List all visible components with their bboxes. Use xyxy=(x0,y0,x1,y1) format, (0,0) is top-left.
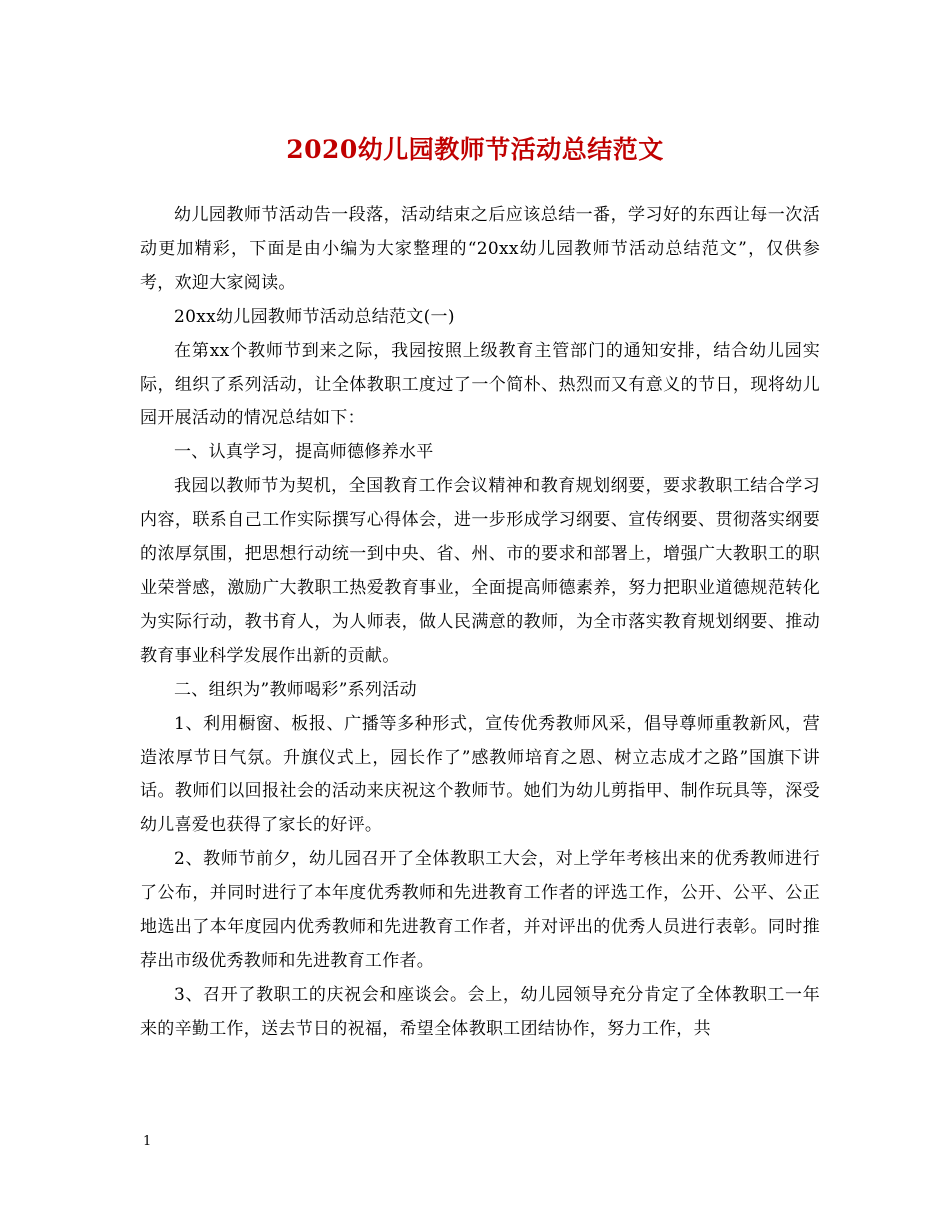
paragraph-item-1: 1、利用橱窗、板报、广播等多种形式，宣传优秀教师风采，倡导尊师重教新风，营造浓厚节日气氛。升旗仪式上，园长作了”感教师培育之恩、树立志成才之路”国旗下讲话。教师们以回报社会的活动来庆祝这个教师节。她们为幼儿剪指甲、制作玩具等，深受幼儿喜爱也获得了家长的好评。 xyxy=(140,713,820,836)
paragraph-intro: 幼儿园教师节活动告一段落，活动结束之后应该总结一番，学习好的东西让每一次活动更加精彩，下面是由小编为大家整理的“20xx幼儿园教师节活动总结范文”，仅供参考，欢迎大家阅读。 xyxy=(140,205,820,293)
paragraph-subtitle: 20xx幼儿园教师节活动总结范文(一) xyxy=(174,306,455,327)
paragraph-item-2: 2、教师节前夕，幼儿园召开了全体教职工大会，对上学年考核出来的优秀教师进行了公布，并同时进行了本年度优秀教师和先进教育工作者的评选工作，公开、公平、公正地选出了本年度园内优秀教师和先进教育工作者，并对评出的优秀人员进行表彰。同时推荐出市级优秀教师和先进教育工作者。 xyxy=(140,849,820,971)
paragraph-section-1: 我园以教师节为契机，全国教育工作会议精神和教育规划纲要，要求教职工结合学习内容，联系自己工作实际撰写心得体会，进一步形成学习纲要、宣传纲要、贯彻落实纲要的浓厚氛围，把思想行动统一到中央、省、州、市的要求和部署上，增强广大教职工的职业荣誉感，激励广大教职工热爱教育事业，全面提高师德素养，努力把职业道德规范转化为实际行动，教书育人，为人师表，做人民满意的教师，为全市落实教育规划纲要、推动教育事业科学发展作出新的贡献。 xyxy=(140,476,820,666)
section-heading-2: 二、组织为”教师喝彩”系列活动 xyxy=(174,679,417,700)
paragraph-opening: 在第xx个教师节到来之际，我园按照上级教育主管部门的通知安排，结合幼儿园实际，组织了系列活动，让全体教职工度过了一个简朴、热烈而又有意义的节日，现将幼儿园开展活动的情况总结如下： xyxy=(140,340,820,429)
section-heading-1: 一、认真学习，提高师德修养水平 xyxy=(174,442,434,463)
document-body xyxy=(140,199,820,1047)
document-title: 2020幼儿园教师节活动总结范文 xyxy=(286,135,664,164)
page-number: 1 xyxy=(143,1134,152,1149)
paragraph-item-3: 3、召开了教职工的庆祝会和座谈会。会上，幼儿园领导充分肯定了全体教职工一年来的辛勤工作，送去节日的祝福，希望全体教职工团结协作，努力工作，共 xyxy=(140,984,820,1039)
